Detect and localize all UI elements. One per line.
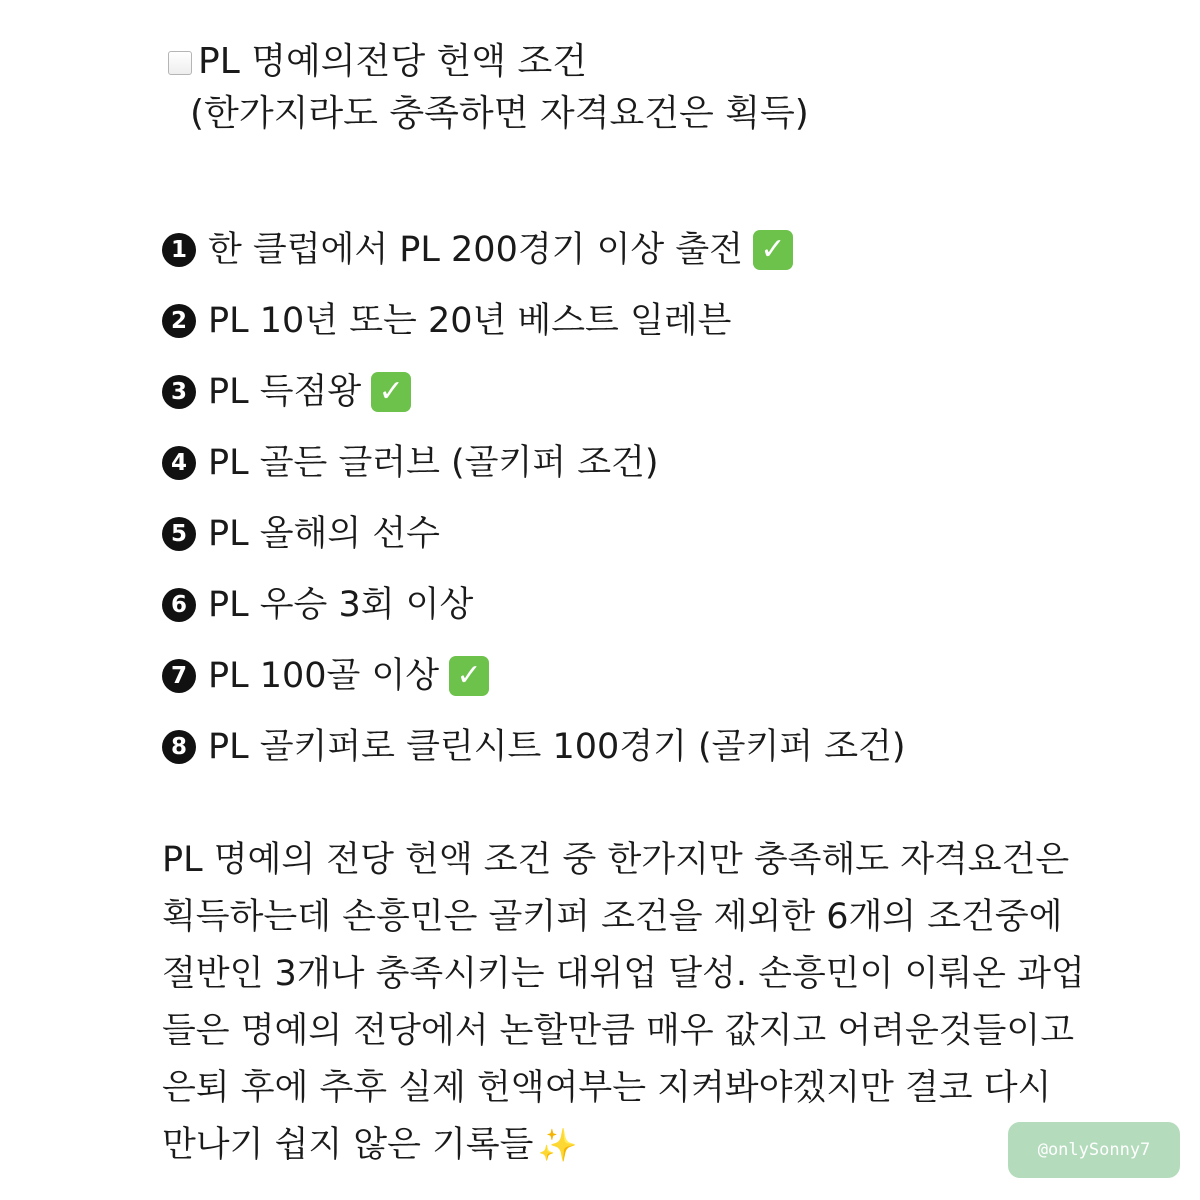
check-mark-icon: ✓ [371,372,411,412]
header-title: PL 명예의전당 헌액 조건 [198,41,588,82]
watermark-badge: @onlySonny7 [1008,1122,1180,1178]
condition-item-5 [162,498,906,569]
number-1-icon: 1 [162,233,196,267]
number-8-icon: 8 [162,730,196,764]
conditions-list [162,214,906,782]
summary-line-text: 만나기 쉽지 않은 기록들 [162,1125,534,1165]
header-title-line [168,36,809,88]
condition-text: PL 100골 이상 [208,655,440,696]
condition-item-6 [162,569,906,640]
summary-last-line [162,1117,1062,1174]
condition-text: 한 클럽에서 PL 200경기 이상 출전 [208,229,743,270]
number-2-icon: 2 [162,304,196,338]
number-3-icon: 3 [162,375,196,409]
condition-text: PL 득점왕 [208,371,362,412]
condition-item-3 [162,356,906,427]
summary-line: 은퇴 후에 추후 실제 헌액여부는 지켜봐야겠지만 결코 다시 [162,1068,1052,1108]
condition-item-2 [162,285,906,356]
header-subtitle: (한가지라도 충족하면 자격요건은 획득) [190,93,809,134]
header [168,36,809,140]
condition-item-7 [162,640,906,711]
condition-text: PL 올해의 선수 [208,513,440,554]
condition-text: PL 10년 또는 20년 베스트 일레븐 [208,300,732,341]
summary-line: PL 명예의 전당 헌액 조건 중 한가지만 충족해도 자격요건은 [162,840,1070,880]
number-6-icon: 6 [162,588,196,622]
number-5-icon: 5 [162,517,196,551]
condition-text: PL 골키퍼로 클린시트 100경기 (골키퍼 조건) [208,726,906,767]
sparkles-icon: ✨ [537,1126,578,1164]
number-4-icon: 4 [162,446,196,480]
check-mark-icon: ✓ [449,656,489,696]
summary-line: 획득하는데 손흥민은 골키퍼 조건을 제외한 6개의 조건중에 [162,897,1063,937]
check-mark-icon: ✓ [753,230,793,270]
number-7-icon: 7 [162,659,196,693]
condition-item-8 [162,711,906,782]
condition-text: PL 골든 글러브 (골키퍼 조건) [208,442,659,483]
condition-text: PL 우승 3회 이상 [208,584,474,625]
condition-item-1 [162,214,906,285]
summary-line: 들은 명예의 전당에서 논할만큼 매우 값지고 어려운것들이고 [162,1011,1075,1051]
condition-item-4 [162,427,906,498]
summary-line: 절반인 3개나 충족시키는 대위업 달성. 손흥민이 이뤄온 과업 [162,954,1085,994]
summary-paragraph [162,832,1085,1174]
white-square-button-icon [168,51,192,75]
